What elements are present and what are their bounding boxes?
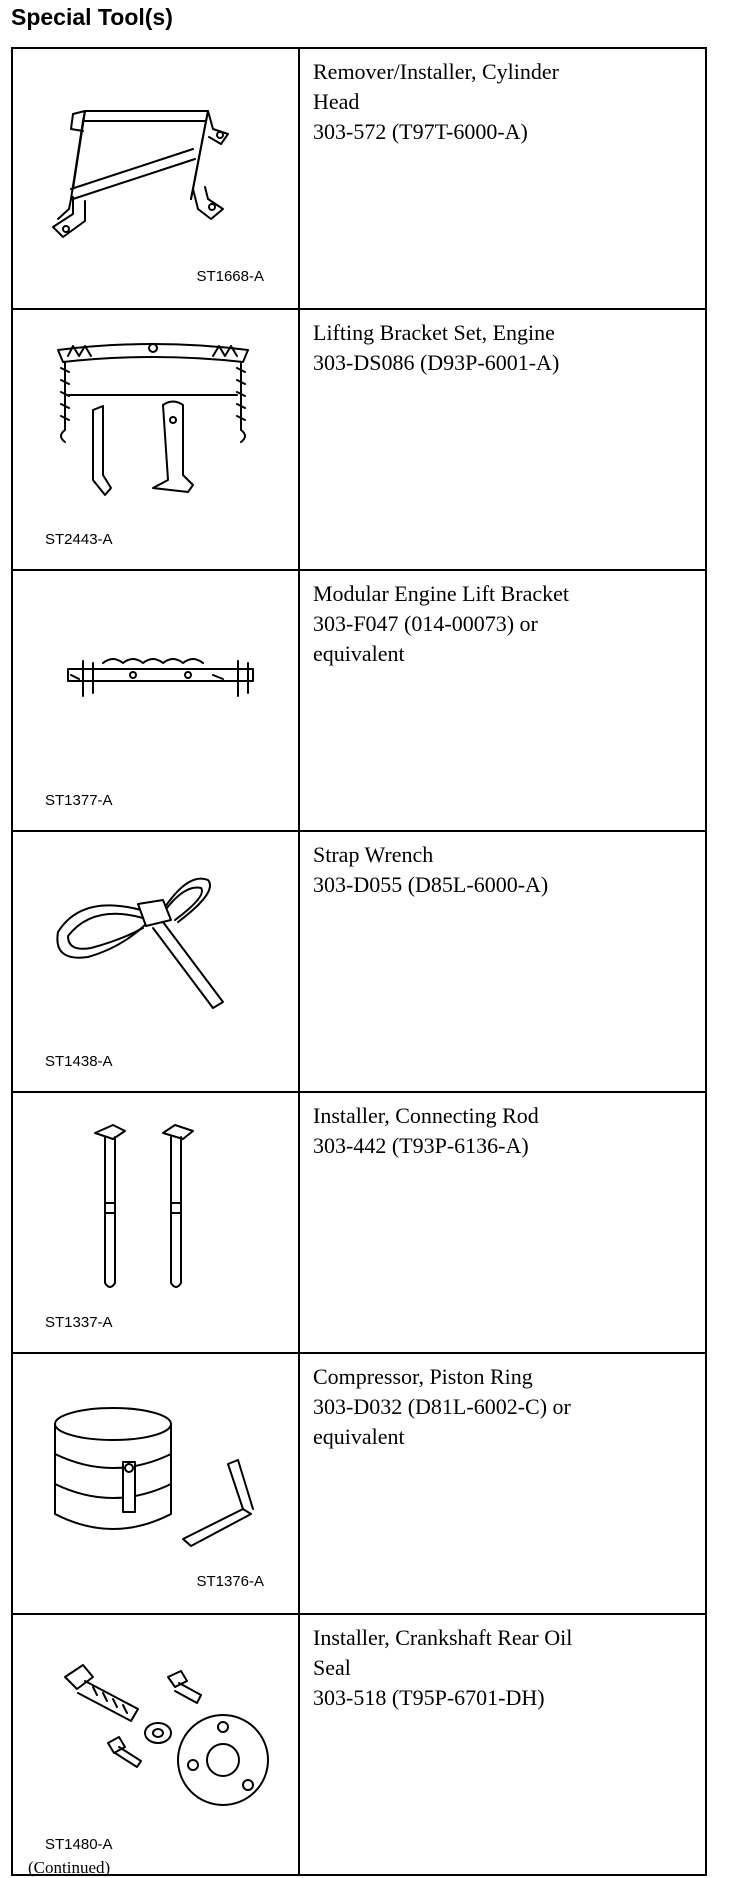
description-line: 303-572 (T97T-6000-A) <box>313 119 528 144</box>
description-line: Installer, Crankshaft Rear Oil <box>313 1625 573 1650</box>
description-line: Seal <box>313 1655 351 1680</box>
tool-illustration-cell <box>12 831 299 1092</box>
table-row <box>12 831 706 1092</box>
tool-description <box>299 1614 706 1875</box>
description-line: equivalent <box>313 641 405 666</box>
description-line: equivalent <box>313 1424 405 1449</box>
tool-description <box>299 1092 706 1353</box>
description-line: Strap Wrench <box>313 842 434 867</box>
page-title: Special Tool(s) <box>11 4 173 30</box>
table-row <box>12 1092 706 1353</box>
description-line: 303-D032 (D81L-6002-C) or <box>313 1394 571 1419</box>
tool-illustration-cell <box>12 309 299 570</box>
continued-note: (Continued) <box>28 1858 111 1877</box>
table-row <box>12 309 706 570</box>
tool-description <box>299 831 706 1092</box>
tool-illustration-cell <box>12 570 299 831</box>
tool-code: ST1376-A <box>196 1573 264 1590</box>
description-line: Remover/Installer, Cylinder <box>313 59 559 84</box>
tool-code: ST1438-A <box>45 1053 113 1070</box>
tool-description <box>299 1353 706 1614</box>
tool-illustration-cell <box>12 1353 299 1614</box>
description-line: 303-F047 (014-00073) or <box>313 611 538 636</box>
tool-illustration-cell <box>12 1092 299 1353</box>
tool-code: ST2443-A <box>45 531 113 548</box>
tool-illustration-cell <box>12 1614 299 1875</box>
tool-illustration-cell <box>12 48 299 309</box>
tool-description <box>299 570 706 831</box>
tool-code: ST1668-A <box>196 268 264 285</box>
table-row <box>12 570 706 831</box>
description-line: 303-D055 (D85L-6000-A) <box>313 872 549 897</box>
tool-description <box>299 309 706 570</box>
description-line: 303-DS086 (D93P-6001-A) <box>313 350 560 375</box>
tool-description <box>299 48 706 309</box>
description-line: Installer, Connecting Rod <box>313 1103 539 1128</box>
table-row <box>12 48 706 309</box>
description-line: 303-442 (T93P-6136-A) <box>313 1133 529 1158</box>
description-line: Compressor, Piston Ring <box>313 1364 533 1389</box>
description-line: Lifting Bracket Set, Engine <box>313 320 555 345</box>
description-line: 303-518 (T95P-6701-DH) <box>313 1685 545 1710</box>
tool-code: ST1480-A <box>45 1836 113 1853</box>
tool-code: ST1377-A <box>45 792 113 809</box>
description-line: Modular Engine Lift Bracket <box>313 581 569 606</box>
special-tools-table <box>11 47 707 1876</box>
tool-code: ST1337-A <box>45 1314 113 1331</box>
table-row <box>12 1353 706 1614</box>
description-line: Head <box>313 89 360 114</box>
table-row <box>12 1614 706 1875</box>
